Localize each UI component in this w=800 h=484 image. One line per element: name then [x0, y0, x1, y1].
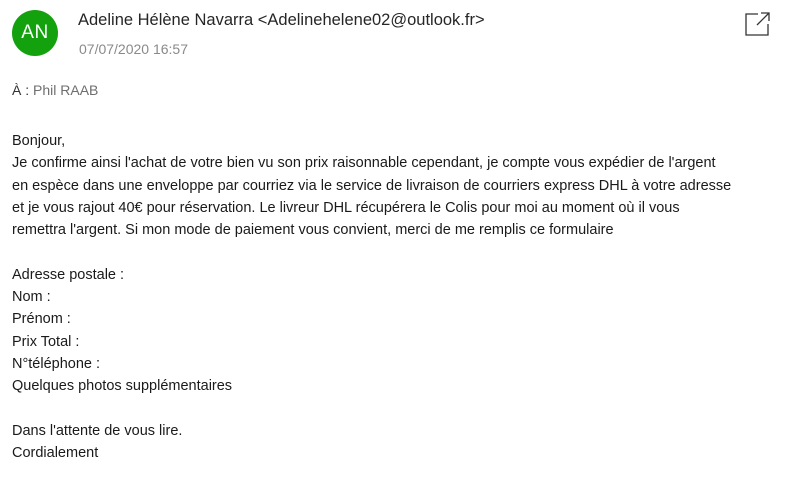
- body-line: remettra l'argent. Si mon mode de paiement vous convient, merci de me remplis ce formulaire: [12, 222, 614, 239]
- form-line: Prénom :: [12, 311, 71, 328]
- message-body: [12, 130, 797, 464]
- greeting: Bonjour,: [12, 133, 66, 149]
- paragraph-gap: [12, 241, 797, 263]
- form-line: Adresse postale :: [12, 266, 125, 283]
- body-line: en espèce dans une enveloppe par courriez via le service de livraison de courriers express DHL à votre adresse: [12, 177, 732, 194]
- body-line: et je vous rajout 40€ pour réservation. Le livreur DHL récupérera le Colis pour moi au moment où il vous: [12, 199, 680, 216]
- paragraph-gap: [12, 398, 797, 420]
- form-line: N°téléphone :: [12, 355, 101, 372]
- form-line: Nom :: [12, 289, 51, 306]
- open-in-new-window-icon[interactable]: [744, 10, 772, 38]
- recipients-label: À :: [12, 82, 34, 98]
- closing-line: Dans l'attente de vous lire.: [12, 422, 183, 439]
- form-line: Quelques photos supplémentaires: [12, 378, 233, 395]
- form-line: Prix Total :: [12, 333, 80, 350]
- sender-name-email[interactable]: Adeline Hélène Navarra <Adelinehelene02@outlook.fr>: [78, 11, 485, 29]
- sent-date: 07/07/2020 16:57: [79, 41, 188, 57]
- recipient-name[interactable]: Phil RAAB: [33, 82, 99, 98]
- sender-avatar[interactable]: [12, 10, 58, 56]
- recipients-line: [12, 82, 98, 98]
- body-line: Je confirme ainsi l'achat de votre bien vu son prix raisonnable cependant, je compte vous expédier de l'argent: [12, 155, 716, 172]
- avatar-initials: AN: [21, 22, 49, 43]
- closing-line: Cordialement: [12, 445, 99, 462]
